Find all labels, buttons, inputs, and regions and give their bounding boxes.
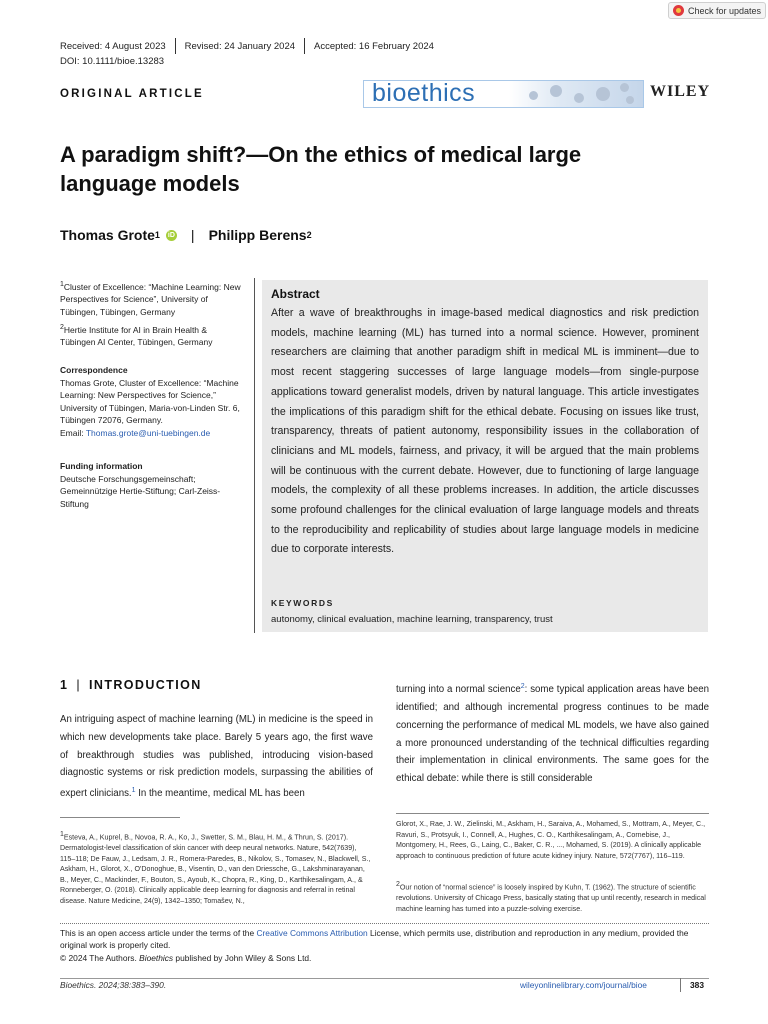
footnote-2 xyxy=(396,880,709,914)
affiliation-marker: 2 xyxy=(306,230,312,240)
body-column-left xyxy=(60,711,373,803)
accepted-date: Accepted: 16 February 2024 xyxy=(314,40,434,52)
journal-banner[interactable] xyxy=(363,80,644,108)
affiliation-number: 2 xyxy=(60,324,64,331)
article-title: A paradigm shift?—On the ethics of medical large language models xyxy=(60,142,582,196)
footnote-rule xyxy=(396,813,709,814)
email-link[interactable]: Thomas.grote@uni-tuebingen.de xyxy=(85,427,211,438)
molecule-decoration xyxy=(596,87,610,101)
paragraph-text: In the meantime, medical ML has been xyxy=(135,788,305,800)
funding-block xyxy=(60,460,244,510)
footnote-1-continued: Glorot, X., Rae, J. W., Zielinski, M., Askham, H., Saraiva, A., Mohamed, S., Mottram, A., Meyer, C., Ravuri, S., Protsyuk, I., Connell, A., Hughes, C. O., Karthikesalingam, A., Cornebise, J., Montgomery, H., Rees, G., Laing, C., Baker, C. R., ..., Mohamed, S. (2019). A clinically applicable approach to continuous prediction of future acute kidney injury. Nature, 572(7767), 116–119. xyxy=(396,820,706,860)
footnote-text: Our notion of “normal science” is loosely inspired by Kuhn, T. (1962). The structure of scientific revolutions. University of Chicago Press, basically stating that up until recently, research in medical machine learning has turned into a puzzle-solving exercise. xyxy=(396,883,706,913)
license-link[interactable]: Creative Commons Attribution xyxy=(256,928,368,938)
publisher-logo[interactable]: WILEY xyxy=(650,83,711,100)
footer-rule xyxy=(60,978,709,979)
author-separator: | xyxy=(190,227,195,243)
page-number: 383 xyxy=(690,980,704,990)
abstract-text: After a wave of breakthroughs in image-based medical diagnostics and risk prediction models, machine learning (ML) has turned into a normal science. However, prominent researchers are claiming that another paradigm shift in medical ML is imminent—due to most recent staggering successes of large language models—from single-purpose applications toward generalist models, driven by natural language. This article investigates the implications of this paradigm shift for the ethical debate. Focusing on issues like trust, transparency, threats of patient autonomy, responsibility issues in the collaboration of clinicians and ML models, fairness, and privacy, it will be argued that the main problems will be continuous with the current debate. However, due to functioning of large language models, the complexity of all these problems increases. In addition, the article discusses some profound challenges for the clinical evaluation of large language models and threats to the reproducibility and replicability of studies about large language models in medicine due to corporate interests. xyxy=(271,307,699,556)
correspondence-heading: Correspondence xyxy=(60,365,128,375)
doi[interactable]: DOI: 10.1111/bioe.13283 xyxy=(60,56,165,67)
email-label: Email: xyxy=(60,427,84,438)
author-list xyxy=(60,227,312,243)
correspondence-block xyxy=(60,364,244,439)
copyright-text: © 2024 The Authors. xyxy=(60,952,140,963)
section-number: 1 xyxy=(60,678,69,692)
journal-citation: Bioethics. 2024;38:383–390. xyxy=(60,980,167,990)
affiliation-text: Hertie Institute for AI in Brain Health & Tübingen AI Center, Tübingen, Germany xyxy=(60,324,213,348)
molecule-decoration xyxy=(626,96,634,104)
revised-date: Revised: 24 January 2024 xyxy=(184,40,296,52)
footnote-1 xyxy=(60,830,373,907)
funding-heading: Funding information xyxy=(60,461,143,471)
article-type: ORIGINAL ARTICLE xyxy=(60,88,204,100)
footnote-number: 1 xyxy=(60,831,64,838)
footer-divider xyxy=(680,978,681,992)
affiliation-2 xyxy=(60,322,244,349)
copyright-text: published by John Wiley & Sons Ltd. xyxy=(173,952,312,963)
date-divider xyxy=(304,38,305,54)
author-name[interactable]: Philipp Berens xyxy=(208,227,307,243)
section-bar: | xyxy=(76,678,82,692)
funding-text: Deutsche Forschungsgemeinschaft; Gemeinnützige Hertie-Stiftung; Carl-Zeiss-Stiftung xyxy=(60,473,221,509)
orcid-icon[interactable]: iD xyxy=(167,231,175,239)
paragraph-text: An intriguing aspect of machine learning (ML) in medicine is the speed in which new developments take place. Barely 5 years ago, the first wave of breakthrough studies was published, introducing vision-based diagnostic systems or risk prediction models, surpassing the abilities of expert clinicians. xyxy=(60,714,373,800)
molecule-decoration xyxy=(620,83,629,92)
molecule-decoration xyxy=(529,91,538,100)
copyright-journal: Bioethics xyxy=(139,952,174,963)
footnote-rule xyxy=(60,817,180,818)
correspondence-text: Thomas Grote, Cluster of Excellence: “Machine Learning: New Perspectives for Science,” University of Tübingen, Maria-von-Linden Str. 6, Tübingen 72076, Germany. xyxy=(60,377,240,425)
molecule-decoration xyxy=(574,93,584,103)
body-column-right xyxy=(396,678,709,788)
footnote-ref[interactable]: 2 xyxy=(520,683,525,690)
keywords-heading: KEYWORDS xyxy=(271,598,334,608)
license-text: This is an open access article under the terms of the xyxy=(60,928,257,938)
footnote-number: 2 xyxy=(396,881,400,888)
crossmark-icon xyxy=(673,5,684,16)
paragraph-text: : some typical application areas have been identified; and although incremental progress continues to be made concerning the performance of medical ML models, we have also gained a more pronounced understanding of the technical difficulties regarding their implementation in clinical environments. The same goes for the ethical debate: while there is still considerable xyxy=(396,684,709,785)
check-for-updates-label: Check for updates xyxy=(688,5,762,16)
molecule-decoration xyxy=(550,85,562,97)
publication-dates xyxy=(60,38,434,54)
footnote-text: Esteva, A., Kuprel, B., Novoa, R. A., Ko, J., Swetter, S. M., Blau, H. M., & Thrun, S. (2017). Dermatologist-level classification of skin cancer with deep neural networks. Nature, 542(7639), 115–118; De Fauw, J., Ledsam, J. R., Romera-Paredes, B., Nikolov, S., Tomasev, N., Blackwell, S., Askham, H., Glorot, X., O'Donoghue, B., Visentin, D., van den Driessche, G., Lakshminarayanan, B., Meyer, C., Mackinder, F., Bouton, S., Ayoub, K., Chopra, R., King, D., Karthikesalingam, A., & Ronneberger, O. (2018). Clinically applicable deep learning for diagnosis and referral in retinal disease. Nature Medicine, 24(9), 1342–1350; Tomašev, N., xyxy=(60,833,371,905)
check-for-updates-button[interactable] xyxy=(668,2,766,19)
journal-url-link[interactable]: wileyonlinelibrary.com/journal/bioe xyxy=(520,980,647,990)
author-name[interactable]: Thomas Grote xyxy=(60,227,155,243)
date-divider xyxy=(175,38,176,54)
abstract-heading: Abstract xyxy=(271,287,320,301)
section-title: INTRODUCTION xyxy=(89,678,202,692)
affiliation-text: Cluster of Excellence: “Machine Learning: New Perspectives for Science”, University of Tübingen, Tübingen, Germany xyxy=(60,281,241,317)
affiliation-marker: 1 xyxy=(154,230,160,240)
license-block xyxy=(60,927,709,964)
section-heading xyxy=(60,678,202,692)
affiliation-number: 1 xyxy=(60,281,64,288)
received-date: Received: 4 August 2023 xyxy=(60,40,166,52)
affiliation-1 xyxy=(60,279,244,318)
license-text: License, which permits use, distribution and reproduction in any medium, provided the original work is properly cited. xyxy=(60,928,689,951)
keywords-list: autonomy, clinical evaluation, machine learning, transparency, trust xyxy=(271,614,553,625)
footnote-ref[interactable]: 1 xyxy=(131,787,136,795)
license-divider xyxy=(60,923,709,924)
paragraph-text: turning into a normal science xyxy=(396,684,521,696)
column-divider xyxy=(254,278,255,633)
journal-name: bioethics xyxy=(372,80,476,107)
